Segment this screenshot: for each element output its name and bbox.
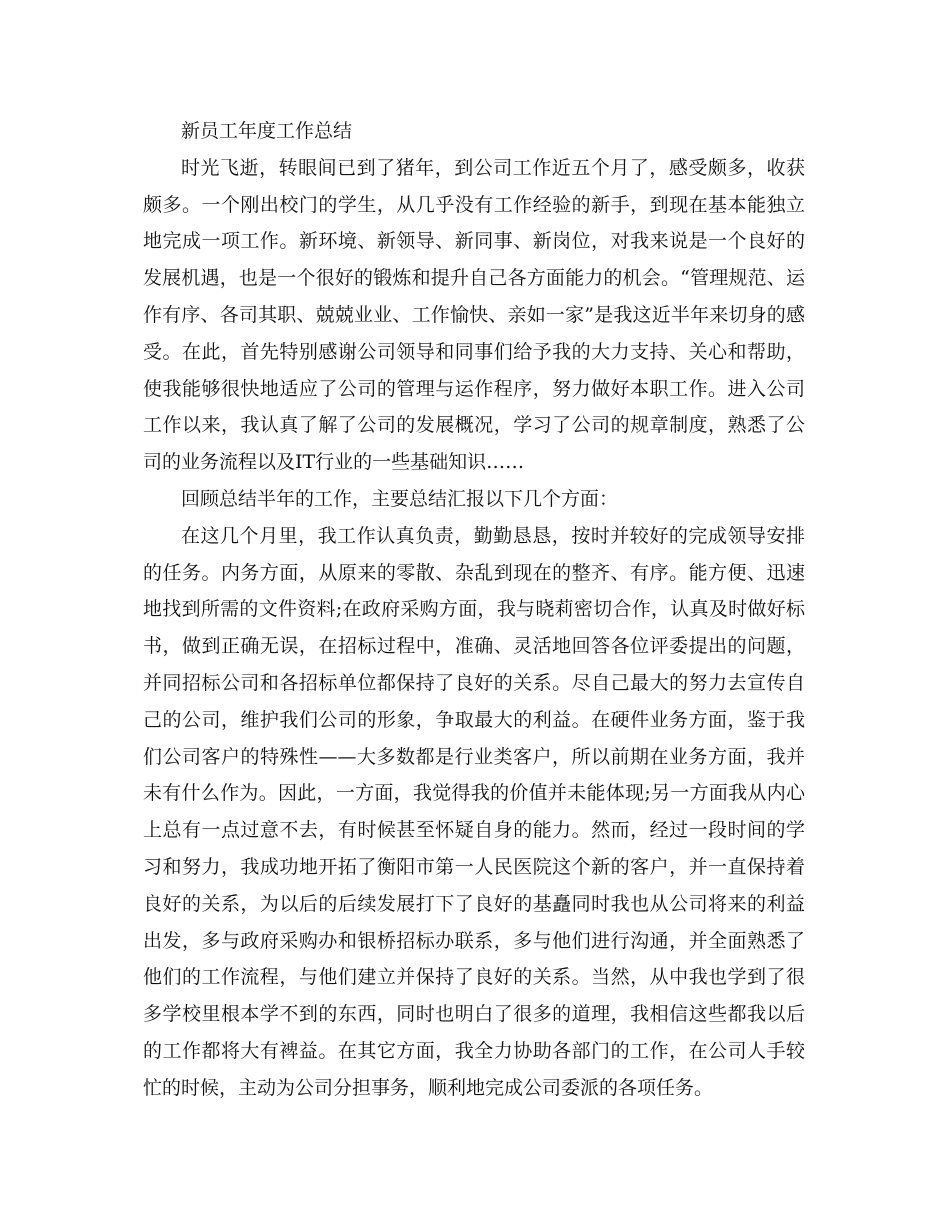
document-title: 新员工年度工作总结 xyxy=(181,120,353,142)
document-body xyxy=(143,113,805,1107)
paragraph-review-heading: 回顾总结半年的工作，主要总结汇报以下几个方面： xyxy=(181,487,619,510)
paragraph-intro: 时光飞逝，转眼间已到了猪年，到公司工作近五个月了，感受颇多，收获颇多。一个刚出校门的学生，从几乎没有工作经验的新手，到现在基本能独立地完成一项工作。新环境、新领导、新同事、新岗位，对我来说是一个良好的发展机遇，也是一个很好的锻炼和提升自己各方面能力的机会。“管理规范、运作有序、各司其职、兢兢业业、工作愉快、亲如一家”是我这近半年来切身的感受。在此，首先特别感谢公司领导和同事们给予我的大力支持、关心和帮助，使我能够很快地适应了公司的管理与运作程序，努力做好本职工作。进入公司工作以来，我认真了解了公司的发展概况，学习了公司的规章制度，熟悉了公司的业务流程以及IT行业的一些基础知识…… xyxy=(143,156,805,474)
paragraph-work-details: 在这几个月里，我工作认真负责，勤勤恳恳，按时并较好的完成领导安排的任务。内务方面，从原来的零散、杂乱到现在的整齐、有序。能方便、迅速地找到所需的文件资料;在政府采购方面，我与晓莉密切合作，认真及时做好标书，做到正确无误，在招标过程中，准确、灵活地回答各位评委提出的问题，并同招标公司和各招标单位都保持了良好的关系。尽自己最大的努力去宣传自己的公司，维护我们公司的形象，争取最大的利益。在硬件业务方面，鉴于我们公司客户的特殊性——大多数都是行业类客户，所以前期在业务方面，我并未有什么作为。因此，一方面，我觉得我的价值并未能体现;另一方面我从内心上总有一点过意不去，有时候甚至怀疑自身的能力。然而，经过一段时间的学习和努力，我成功地开拓了衡阳市第一人民医院这个新的客户，并一直保持着良好的关系，为以后的后续发展打下了良好的基矗同时我也从公司将来的利益出发，多与政府采购办和银桥招标办联系，多与他们进行沟通，并全面熟悉了他们的工作流程，与他们建立并保持了良好的关系。当然，从中我也学到了很多学校里根本学不到的东西，同时也明白了很多的道理，我相信这些都我以后的工作都将大有裨益。在其它方面，我全力协助各部门的工作，在公司人手较忙的时候，主动为公司分担事务，顺利地完成公司委派的各项任务。 xyxy=(143,524,805,1099)
